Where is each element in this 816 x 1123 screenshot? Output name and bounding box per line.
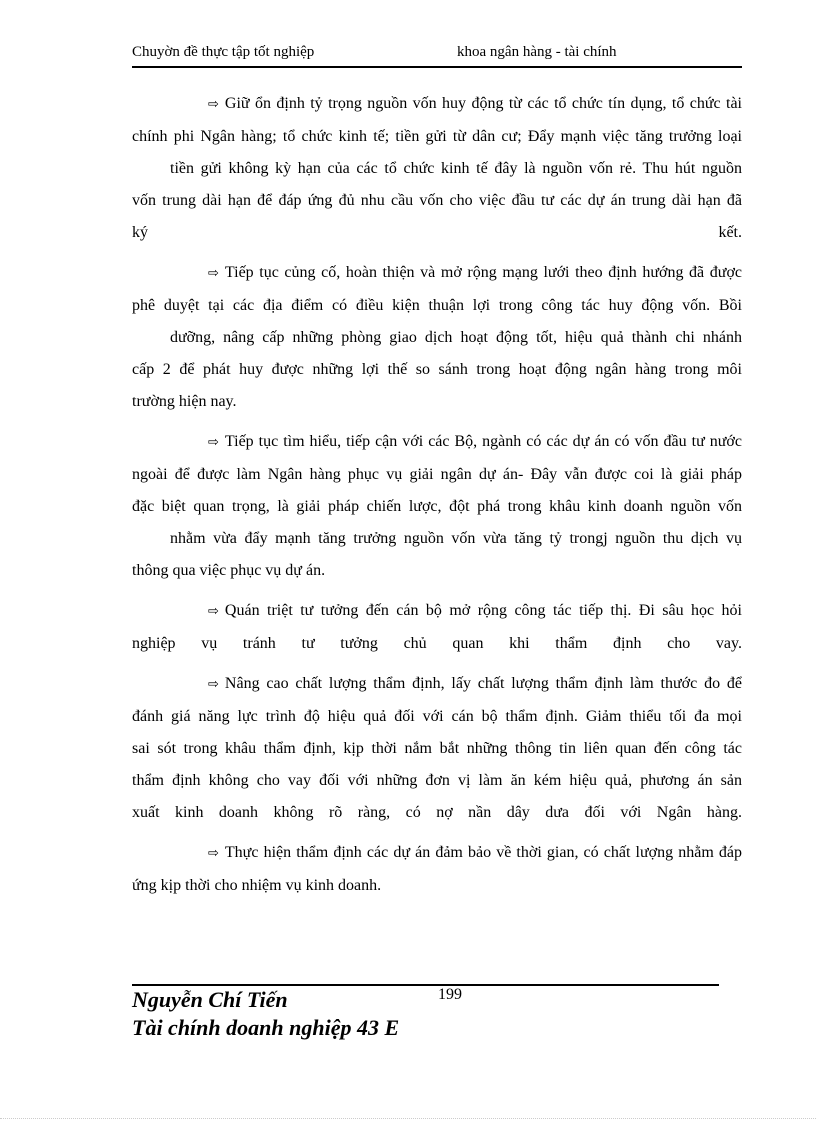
right-arrow-icon: ⇨ [208,435,219,450]
text-line: ⇨ Giữ ổn định tỷ trọng nguồn vốn huy động từ các tổ chức tín dụng, tổ chức tài [132,88,742,121]
header-right-title: khoa ngân hàng - tài chính [457,44,617,60]
text-line: phê duyệt tại các địa điểm có điều kiện thuận lợi trong công tác huy động vốn. Bồi [132,297,742,314]
text-line: ⇨ Thực hiện thẩm định các dự án đảm bảo về thời gian, có chất lượng nhằm đáp [132,837,742,870]
text-line: ứng kịp thời cho nhiệm vụ kinh doanh. [132,877,382,894]
header-left-title: Chuyờn đề thực tập tốt nghiệp [132,44,315,60]
author-block [132,986,399,1042]
page-number: 199 [438,986,462,1003]
text-line: ⇨ Nâng cao chất lượng thẩm định, lấy chất lượng thẩm định làm thước đo để [132,668,742,701]
text-line: vốn trung dài hạn để đáp ứng đủ nhu cầu vốn cho việc đầu tư các dự án trung dài hạn đã [132,192,742,209]
text-line: ngoài để được làm Ngân hàng phục vụ giải ngân dự án- Đây vẫn được coi là giải pháp [132,466,742,483]
text-line: ký kết. [132,224,742,241]
document-body [132,88,742,910]
author-class: Tài chính doanh nghiệp 43 E [132,1015,400,1040]
text-line: thông qua việc phục vụ dự án. [132,562,326,579]
paragraph [132,257,742,418]
right-arrow-icon: ⇨ [208,677,219,692]
right-arrow-icon: ⇨ [208,97,219,112]
paragraph [132,668,742,829]
text-line: nhằm vừa đẩy mạnh tăng trưởng nguồn vốn vừa tăng tỷ trongj nguồn thu dịch vụ [170,530,742,547]
author-name: Nguyễn Chí Tiến [132,987,288,1012]
text-line: ⇨ Tiếp tục củng cố, hoàn thiện và mở rộng mạng lưới theo định hướng đã được [132,257,742,290]
text-line: thẩm định không cho vay đối với những đơn vị làm ăn kém hiệu quả, phương án sản [132,772,742,789]
text-line: cấp 2 để phát huy được những lợi thế so sánh trong hoạt động ngân hàng trong môi [132,361,742,378]
text-line: ⇨ Tiếp tục tìm hiểu, tiếp cận với các Bộ, ngành có các dự án có vốn đầu tư nước [132,426,742,459]
right-arrow-icon: ⇨ [208,266,219,281]
page-header [132,40,742,68]
text-line: dưỡng, nâng cấp những phòng giao dịch hoạt động tốt, hiệu quả thành chi nhánh [170,329,742,346]
text-line: tiền gửi không kỳ hạn của các tổ chức kinh tế đây là nguồn vốn rẻ. Thu hút nguồn [170,160,742,177]
right-arrow-icon: ⇨ [208,604,219,619]
right-arrow-icon: ⇨ [208,846,219,861]
paragraph [132,595,742,660]
text-line: xuất kinh doanh không rõ ràng, có nợ nần dây dưa đối với Ngân hàng. [132,804,742,821]
text-line: đánh giá năng lực trình độ hiệu quả đối với cán bộ thẩm định. Giảm thiểu tối đa mọi [132,708,742,725]
text-line: sai sót trong khâu thẩm định, kịp thời nắm bắt những thông tin liên quan đến công tác [132,740,742,757]
paragraph [132,426,742,587]
text-line: nghiệp vụ tránh tư tưởng chủ quan khi thẩm định cho vay. [132,635,742,652]
page-edge-divider [0,1118,816,1119]
paragraph [132,837,742,902]
text-line: trường hiện nay. [132,393,237,410]
text-line: đặc biệt quan trọng, là giải pháp chiến lược, đột phá trong khâu kinh doanh nguồn vốn [132,498,742,515]
paragraph [132,88,742,249]
text-line: chính phi Ngân hàng; tổ chức kinh tế; tiền gửi từ dân cư; Đẩy mạnh việc tăng trưởng loại [132,128,742,145]
text-line: ⇨ Quán triệt tư tưởng đến cán bộ mở rộng công tác tiếp thị. Đi sâu học hỏi [132,595,742,628]
